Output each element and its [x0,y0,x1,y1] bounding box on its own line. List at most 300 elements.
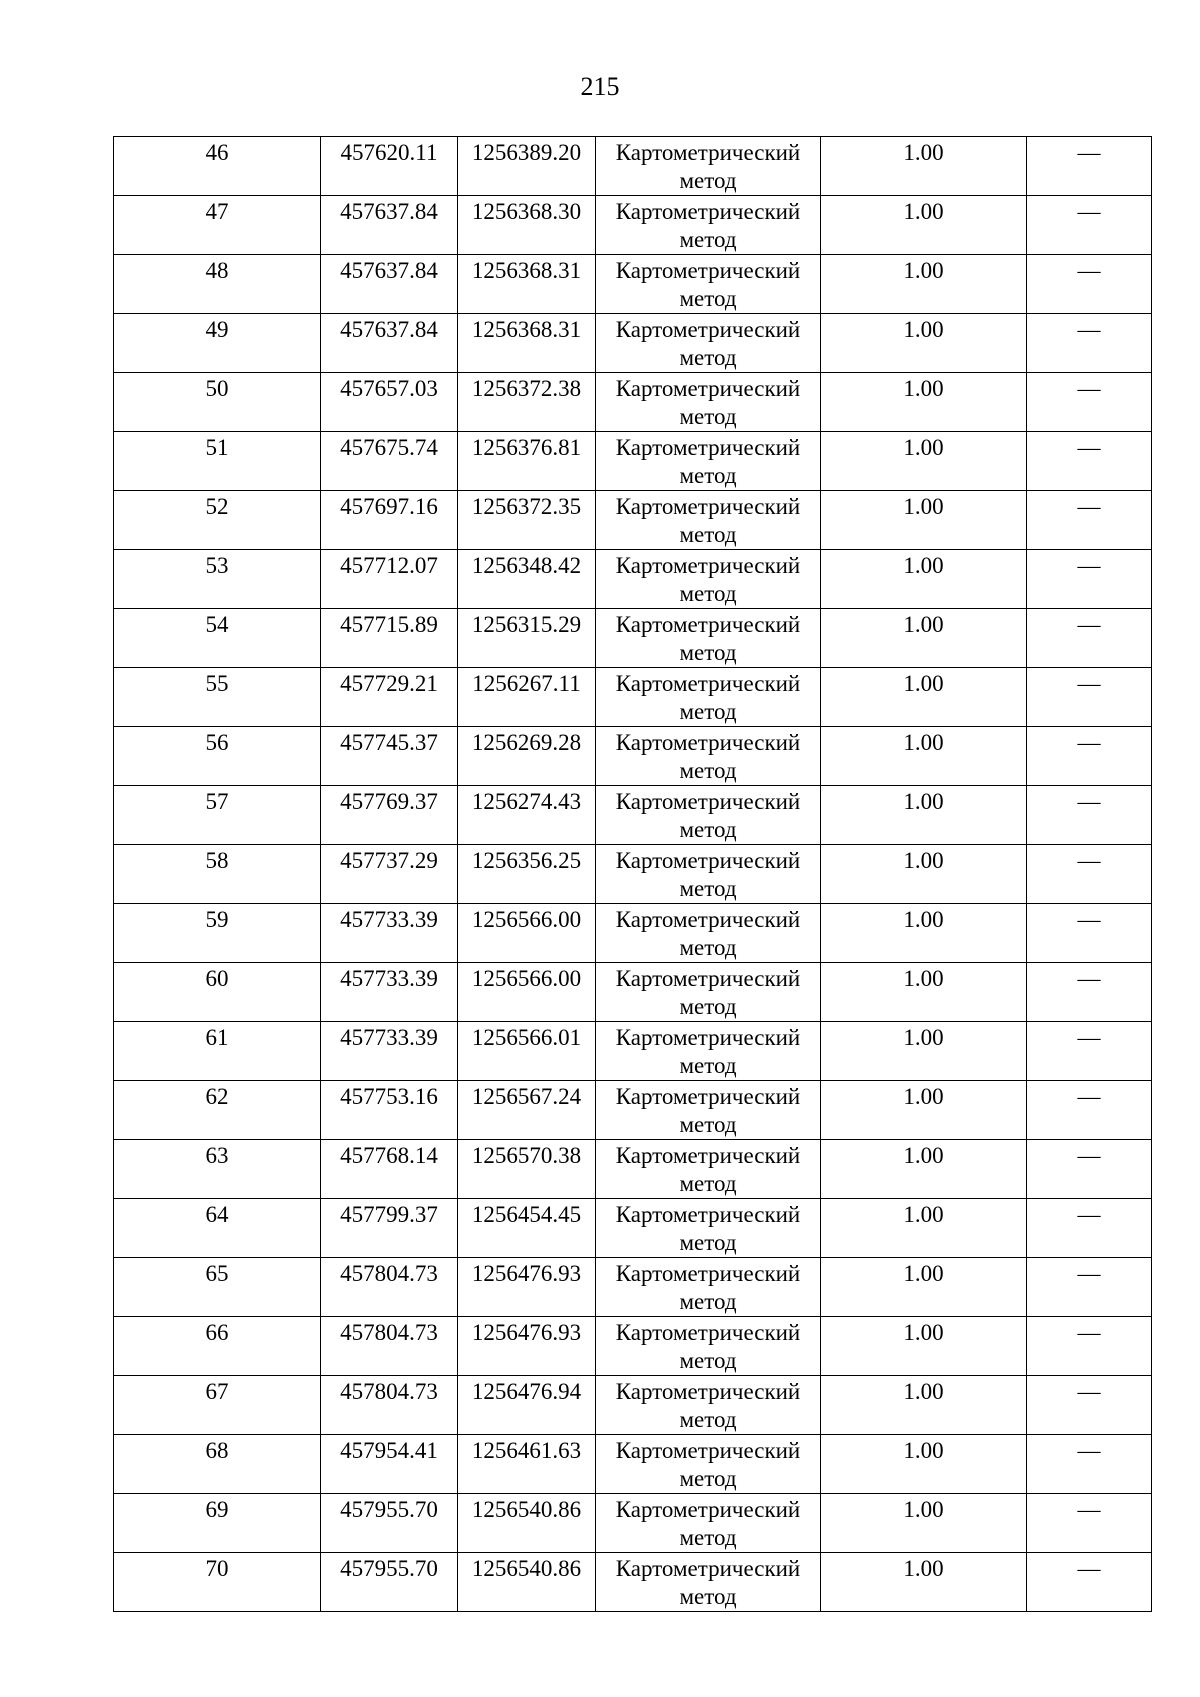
method-line-1: Картометрический [615,1438,801,1463]
note-cell-text: — [1077,435,1101,460]
accuracy-cell [821,668,1027,727]
point-number-cell-text: 47 [205,199,229,224]
accuracy-cell-text: 1.00 [903,1025,944,1050]
accuracy-cell-text: 1.00 [903,612,944,637]
x-coordinate-cell [321,609,458,668]
y-coordinate-cell-text: 1256454.45 [471,1202,582,1227]
x-coordinate-cell-text: 457799.37 [340,1202,438,1227]
point-number-cell [114,609,321,668]
point-number-cell-text: 70 [205,1556,229,1581]
x-coordinate-cell-text: 457804.73 [340,1379,438,1404]
accuracy-cell-text: 1.00 [903,1320,944,1345]
note-cell [1027,1081,1152,1140]
table-row [114,609,1152,668]
point-number-cell [114,255,321,314]
point-number-cell-text: 62 [205,1084,229,1109]
y-coordinate-cell [458,1376,596,1435]
method-line-2: метод [679,1171,737,1196]
y-coordinate-cell [458,1317,596,1376]
method-cell [596,255,821,314]
accuracy-cell-text: 1.00 [903,730,944,755]
page-number: 215 [580,72,620,101]
y-coordinate-cell [458,727,596,786]
point-number-cell-text: 60 [205,966,229,991]
note-cell [1027,1140,1152,1199]
y-coordinate-cell-text: 1256372.35 [471,494,582,519]
method-cell [596,1258,821,1317]
y-coordinate-cell-text: 1256315.29 [471,612,582,637]
y-coordinate-cell-text: 1256461.63 [471,1438,582,1463]
method-line-2: метод [679,699,737,724]
point-number-cell [114,491,321,550]
x-coordinate-cell [321,1258,458,1317]
note-cell-text: — [1077,1202,1101,1227]
y-coordinate-cell-text: 1256267.11 [472,671,581,696]
method-line-1: Картометрический [615,199,801,224]
accuracy-cell [821,491,1027,550]
method-line-2: метод [679,1112,737,1137]
note-cell-text: — [1077,140,1101,165]
accuracy-cell-text: 1.00 [903,1143,944,1168]
accuracy-cell [821,1435,1027,1494]
accuracy-cell [821,1376,1027,1435]
y-coordinate-cell-text: 1256476.93 [471,1320,582,1345]
accuracy-cell-text: 1.00 [903,258,944,283]
x-coordinate-cell [321,137,458,196]
accuracy-cell [821,1317,1027,1376]
table-row [114,432,1152,491]
y-coordinate-cell [458,904,596,963]
method-line-2: метод [679,935,737,960]
point-number-cell-text: 53 [205,553,229,578]
note-cell [1027,668,1152,727]
method-cell [596,1494,821,1553]
accuracy-cell [821,314,1027,373]
point-number-cell [114,668,321,727]
y-coordinate-cell-text: 1256566.00 [471,966,582,991]
accuracy-cell-text: 1.00 [903,376,944,401]
accuracy-cell [821,255,1027,314]
note-cell-text: — [1077,848,1101,873]
x-coordinate-cell [321,1317,458,1376]
method-cell [596,1022,821,1081]
accuracy-cell-text: 1.00 [903,1379,944,1404]
table-row [114,727,1152,786]
method-cell [596,904,821,963]
accuracy-cell [821,1081,1027,1140]
method-line-2: метод [679,1348,737,1373]
method-cell [596,196,821,255]
note-cell [1027,196,1152,255]
x-coordinate-cell-text: 457733.39 [340,966,438,991]
method-line-1: Картометрический [615,1320,801,1345]
x-coordinate-cell [321,373,458,432]
method-line-1: Картометрический [615,1084,801,1109]
note-cell [1027,1553,1152,1612]
y-coordinate-cell-text: 1256376.81 [471,435,582,460]
x-coordinate-cell [321,314,458,373]
coordinates-table [113,136,1152,1612]
table-row [114,1494,1152,1553]
note-cell-text: — [1077,1497,1101,1522]
method-cell [596,1317,821,1376]
table-body [114,137,1152,1612]
accuracy-cell [821,963,1027,1022]
point-number-cell [114,432,321,491]
method-line-2: метод [679,1407,737,1432]
note-cell-text: — [1077,1143,1101,1168]
table-row [114,550,1152,609]
y-coordinate-cell [458,1081,596,1140]
x-coordinate-cell-text: 457733.39 [340,1025,438,1050]
method-line-2: метод [679,522,737,547]
accuracy-cell [821,432,1027,491]
note-cell [1027,1494,1152,1553]
method-line-1: Картометрический [615,317,801,342]
point-number-cell [114,727,321,786]
x-coordinate-cell [321,1022,458,1081]
x-coordinate-cell [321,963,458,1022]
point-number-cell-text: 65 [205,1261,229,1286]
method-line-2: метод [679,994,737,1019]
accuracy-cell-text: 1.00 [903,553,944,578]
note-cell-text: — [1077,612,1101,637]
method-cell [596,1140,821,1199]
point-number-cell [114,1376,321,1435]
method-cell [596,550,821,609]
y-coordinate-cell [458,255,596,314]
method-line-1: Картометрический [615,1379,801,1404]
note-cell [1027,1376,1152,1435]
method-cell [596,609,821,668]
method-line-2: метод [679,876,737,901]
method-cell [596,1081,821,1140]
y-coordinate-cell-text: 1256348.42 [471,553,582,578]
note-cell [1027,786,1152,845]
accuracy-cell [821,1022,1027,1081]
y-coordinate-cell [458,786,596,845]
accuracy-cell [821,373,1027,432]
accuracy-cell-text: 1.00 [903,199,944,224]
note-cell [1027,963,1152,1022]
note-cell [1027,373,1152,432]
method-line-2: метод [679,286,737,311]
x-coordinate-cell [321,1140,458,1199]
method-line-1: Картометрический [615,1025,801,1050]
x-coordinate-cell-text: 457637.84 [340,258,438,283]
method-cell [596,845,821,904]
point-number-cell-text: 69 [205,1497,229,1522]
point-number-cell [114,314,321,373]
point-number-cell-text: 54 [205,612,229,637]
x-coordinate-cell-text: 457620.11 [340,140,438,165]
method-line-1: Картометрический [615,435,801,460]
note-cell-text: — [1077,494,1101,519]
x-coordinate-cell-text: 457955.70 [340,1556,438,1581]
method-line-2: метод [679,168,737,193]
note-cell-text: — [1077,1556,1101,1581]
y-coordinate-cell [458,963,596,1022]
accuracy-cell-text: 1.00 [903,317,944,342]
note-cell-text: — [1077,671,1101,696]
method-line-1: Картометрический [615,1556,801,1581]
point-number-cell-text: 49 [205,317,229,342]
table-row [114,196,1152,255]
method-cell [596,786,821,845]
accuracy-cell [821,550,1027,609]
y-coordinate-cell-text: 1256368.30 [471,199,582,224]
table-row [114,1258,1152,1317]
y-coordinate-cell-text: 1256372.38 [471,376,582,401]
note-cell-text: — [1077,1379,1101,1404]
point-number-cell-text: 56 [205,730,229,755]
accuracy-cell-text: 1.00 [903,435,944,460]
x-coordinate-cell-text: 457737.29 [340,848,438,873]
note-cell-text: — [1077,907,1101,932]
accuracy-cell-text: 1.00 [903,671,944,696]
method-line-1: Картометрический [615,730,801,755]
method-line-1: Картометрический [615,553,801,578]
y-coordinate-cell [458,373,596,432]
x-coordinate-cell-text: 457753.16 [340,1084,438,1109]
x-coordinate-cell [321,1081,458,1140]
method-line-2: метод [679,463,737,488]
note-cell [1027,137,1152,196]
x-coordinate-cell-text: 457955.70 [340,1497,438,1522]
table-row [114,1022,1152,1081]
note-cell [1027,255,1152,314]
accuracy-cell-text: 1.00 [903,494,944,519]
y-coordinate-cell [458,196,596,255]
method-line-2: метод [679,1466,737,1491]
point-number-cell [114,1258,321,1317]
point-number-cell-text: 63 [205,1143,229,1168]
y-coordinate-cell-text: 1256567.24 [471,1084,582,1109]
x-coordinate-cell [321,727,458,786]
table-row [114,255,1152,314]
point-number-cell [114,1022,321,1081]
table-row [114,1199,1152,1258]
point-number-cell-text: 66 [205,1320,229,1345]
x-coordinate-cell [321,432,458,491]
point-number-cell-text: 46 [205,140,229,165]
point-number-cell [114,845,321,904]
accuracy-cell-text: 1.00 [903,1202,944,1227]
method-line-1: Картометрический [615,376,801,401]
table-row [114,1081,1152,1140]
method-line-1: Картометрический [615,671,801,696]
point-number-cell [114,1553,321,1612]
method-line-1: Картометрический [615,1261,801,1286]
table-row [114,1317,1152,1376]
note-cell-text: — [1077,730,1101,755]
note-cell-text: — [1077,1261,1101,1286]
accuracy-cell [821,727,1027,786]
x-coordinate-cell [321,1199,458,1258]
method-cell [596,432,821,491]
point-number-cell [114,1140,321,1199]
method-cell [596,314,821,373]
method-line-1: Картометрический [615,907,801,932]
point-number-cell-text: 64 [205,1202,229,1227]
y-coordinate-cell-text: 1256389.20 [471,140,582,165]
method-line-1: Картометрический [615,966,801,991]
point-number-cell [114,1317,321,1376]
method-line-1: Картометрический [615,612,801,637]
accuracy-cell-text: 1.00 [903,1556,944,1581]
x-coordinate-cell-text: 457712.07 [340,553,438,578]
y-coordinate-cell [458,609,596,668]
point-number-cell [114,963,321,1022]
accuracy-cell-text: 1.00 [903,966,944,991]
method-line-1: Картометрический [615,494,801,519]
note-cell-text: — [1077,317,1101,342]
x-coordinate-cell [321,491,458,550]
x-coordinate-cell-text: 457729.21 [340,671,438,696]
x-coordinate-cell [321,904,458,963]
x-coordinate-cell [321,668,458,727]
table-row [114,1376,1152,1435]
table-row [114,373,1152,432]
x-coordinate-cell-text: 457733.39 [340,907,438,932]
point-number-cell [114,1081,321,1140]
method-cell [596,727,821,786]
y-coordinate-cell [458,314,596,373]
y-coordinate-cell [458,1199,596,1258]
note-cell-text: — [1077,789,1101,814]
method-line-1: Картометрический [615,258,801,283]
method-line-1: Картометрический [615,140,801,165]
y-coordinate-cell-text: 1256570.38 [471,1143,582,1168]
point-number-cell-text: 58 [205,848,229,873]
y-coordinate-cell [458,137,596,196]
point-number-cell-text: 59 [205,907,229,932]
table-row [114,491,1152,550]
table-row [114,904,1152,963]
y-coordinate-cell-text: 1256566.00 [471,907,582,932]
method-cell [596,491,821,550]
method-line-2: метод [679,1289,737,1314]
accuracy-cell [821,904,1027,963]
method-line-2: метод [679,345,737,370]
method-cell [596,963,821,1022]
x-coordinate-cell-text: 457804.73 [340,1320,438,1345]
point-number-cell-text: 50 [205,376,229,401]
table-row [114,1140,1152,1199]
point-number-cell-text: 55 [205,671,229,696]
method-line-2: метод [679,227,737,252]
accuracy-cell [821,1199,1027,1258]
point-number-cell-text: 67 [205,1379,229,1404]
note-cell [1027,314,1152,373]
method-line-2: метод [679,581,737,606]
method-line-2: метод [679,640,737,665]
x-coordinate-cell [321,1553,458,1612]
x-coordinate-cell-text: 457954.41 [340,1438,438,1463]
y-coordinate-cell [458,1553,596,1612]
point-number-cell [114,904,321,963]
point-number-cell-text: 51 [205,435,229,460]
method-cell [596,1553,821,1612]
point-number-cell-text: 68 [205,1438,229,1463]
y-coordinate-cell-text: 1256269.28 [471,730,582,755]
note-cell [1027,727,1152,786]
y-coordinate-cell [458,845,596,904]
y-coordinate-cell-text: 1256540.86 [471,1556,582,1581]
accuracy-cell-text: 1.00 [903,1261,944,1286]
x-coordinate-cell [321,786,458,845]
note-cell [1027,845,1152,904]
method-cell [596,1376,821,1435]
y-coordinate-cell [458,1140,596,1199]
method-line-1: Картометрический [615,789,801,814]
method-cell [596,137,821,196]
note-cell [1027,491,1152,550]
x-coordinate-cell-text: 457769.37 [340,789,438,814]
point-number-cell [114,1199,321,1258]
note-cell-text: — [1077,966,1101,991]
y-coordinate-cell [458,1494,596,1553]
table-row [114,963,1152,1022]
y-coordinate-cell [458,1435,596,1494]
table-row [114,845,1152,904]
point-number-cell [114,373,321,432]
accuracy-cell [821,1553,1027,1612]
point-number-cell-text: 61 [205,1025,229,1050]
method-line-2: метод [679,817,737,842]
method-line-1: Картометрический [615,1497,801,1522]
method-line-2: метод [679,1053,737,1078]
accuracy-cell [821,1258,1027,1317]
accuracy-cell-text: 1.00 [903,1084,944,1109]
note-cell-text: — [1077,199,1101,224]
x-coordinate-cell-text: 457768.14 [340,1143,438,1168]
table-row [114,786,1152,845]
note-cell [1027,1435,1152,1494]
y-coordinate-cell-text: 1256566.01 [471,1025,582,1050]
y-coordinate-cell [458,1022,596,1081]
accuracy-cell [821,845,1027,904]
y-coordinate-cell [458,491,596,550]
accuracy-cell [821,1140,1027,1199]
x-coordinate-cell-text: 457697.16 [340,494,438,519]
y-coordinate-cell-text: 1256274.43 [471,789,582,814]
note-cell-text: — [1077,258,1101,283]
table-row [114,668,1152,727]
accuracy-cell-text: 1.00 [903,789,944,814]
note-cell [1027,609,1152,668]
x-coordinate-cell [321,196,458,255]
x-coordinate-cell-text: 457745.37 [340,730,438,755]
method-line-2: метод [679,404,737,429]
note-cell-text: — [1077,1025,1101,1050]
note-cell-text: — [1077,376,1101,401]
table-row [114,1435,1152,1494]
y-coordinate-cell-text: 1256368.31 [471,317,582,342]
point-number-cell-text: 57 [205,789,229,814]
accuracy-cell [821,786,1027,845]
note-cell-text: — [1077,1438,1101,1463]
note-cell-text: — [1077,1084,1101,1109]
note-cell [1027,432,1152,491]
table-row [114,314,1152,373]
y-coordinate-cell [458,432,596,491]
y-coordinate-cell [458,550,596,609]
method-line-2: метод [679,758,737,783]
accuracy-cell-text: 1.00 [903,1438,944,1463]
x-coordinate-cell [321,255,458,314]
accuracy-cell [821,1494,1027,1553]
